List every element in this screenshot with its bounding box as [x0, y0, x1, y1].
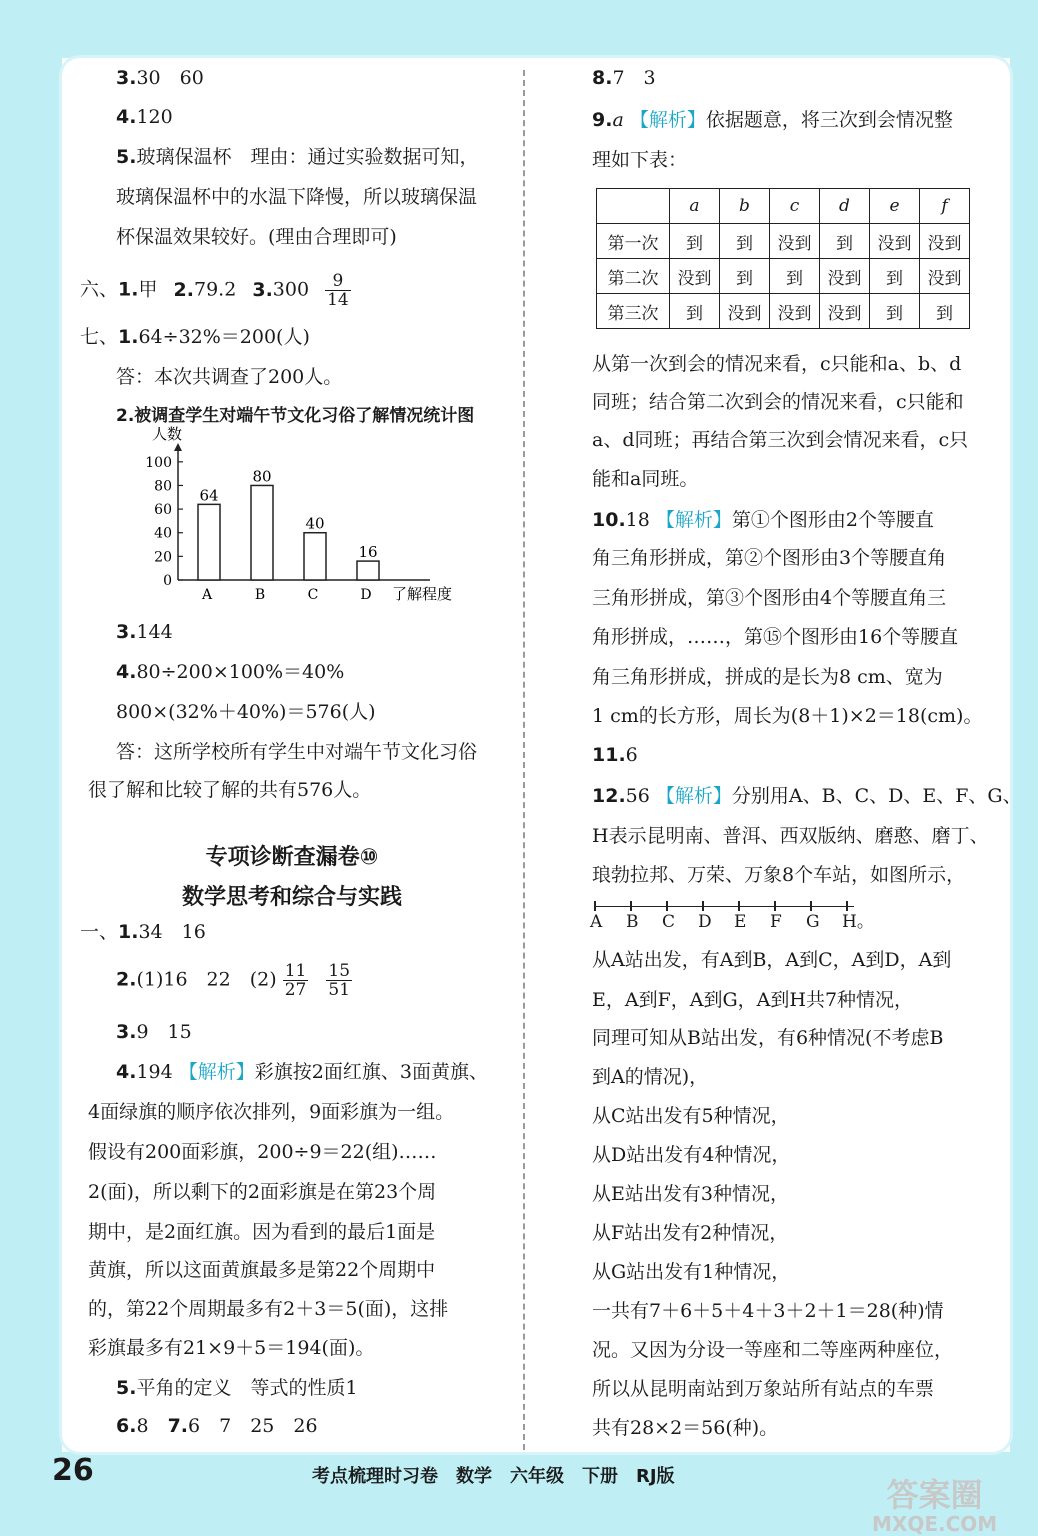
table-header-row	[597, 189, 970, 224]
station-label: G	[806, 912, 820, 932]
answer-line: 5.玻璃保温杯 理由：通过实验数据可知，	[116, 146, 479, 168]
answer-line: 角三角形拼成，拼成的是长为8 cm、宽为	[592, 666, 943, 688]
watermark: 答案圈 MXQE.COM	[872, 1476, 998, 1536]
section-title: 专项诊断查漏卷⑩	[205, 845, 379, 870]
table-cell: 没到	[720, 294, 770, 329]
chart-title: 2.被调查学生对端午节文化习俗了解情况统计图	[116, 406, 475, 426]
answer-line: 2(面)，所以剩下的2面彩旗是在第23个周	[88, 1181, 437, 1203]
table-cell: d	[820, 189, 870, 224]
table-cell: a	[670, 189, 720, 224]
section-seven: 七、1.64÷32%＝200(人)	[80, 326, 310, 348]
answer-line: 答：本次共调查了200人。	[116, 366, 343, 388]
bar-chart	[130, 425, 490, 610]
answer-line: 4.80÷200×100%＝40%	[116, 661, 345, 683]
table-cell: 没到	[770, 224, 820, 259]
answer-line: 4.194 【解析】彩旗按2面红旗、3面黄旗、	[116, 1061, 488, 1083]
answer-line: 假设有200面彩旗，200÷9＝22(组)……	[88, 1141, 437, 1163]
table-cell: 第三次	[597, 294, 670, 329]
answer-line: 3.30 60	[116, 67, 204, 89]
table-cell: c	[770, 189, 820, 224]
x-tick-label: B	[254, 587, 266, 603]
x-axis-label: 了解程度	[392, 585, 453, 603]
table-cell: 没到	[870, 224, 920, 259]
answer-line: 很了解和比较了解的共有576人。	[88, 779, 372, 801]
answer-line: 玻璃保温杯中的水温下降慢，所以玻璃保温	[116, 186, 478, 208]
answer-line: 从C站出发有5种情况，	[592, 1105, 790, 1127]
table-cell: 到	[670, 224, 720, 259]
x-tick-label: D	[360, 587, 372, 603]
station-label: D	[698, 912, 712, 932]
answer-line: 理如下表：	[592, 149, 688, 171]
table-cell: 没到	[920, 224, 970, 259]
answer-line: 同理可知从B站出发，有6种情况(不考虑B	[592, 1027, 944, 1049]
answer-line: 从A站出发，有A到B，A到C，A到D，A到	[592, 949, 952, 971]
table-cell: 没到	[820, 259, 870, 294]
station-label: E	[734, 912, 747, 932]
y-axis-label: 人数	[152, 425, 183, 443]
section-six: 六、1.甲 2.79.2 3.300 $\frac{9}{14}$	[80, 271, 349, 310]
answer-line: 从E站出发有3种情况，	[592, 1183, 789, 1205]
answer-line: a、d同班；再结合第三次到会情况来看，c只	[592, 429, 969, 451]
answer-line: 12.56 【解析】分别用A、B、C、D、E、F、G、	[592, 785, 1022, 807]
answer-line: 角三角形拼成，第②个图形由3个等腰直角	[592, 547, 947, 569]
table-cell: f	[920, 189, 970, 224]
bar	[198, 504, 220, 580]
table-cell: 到	[770, 259, 820, 294]
answer-line: 所以从昆明南站到万象站所有站点的车票	[592, 1378, 935, 1400]
answer-line: 4.120	[116, 106, 173, 128]
station-diagram	[590, 896, 874, 932]
page-number: 26	[52, 1453, 94, 1488]
table-row	[597, 224, 970, 259]
bar	[357, 561, 379, 580]
answer-line: 11.6	[592, 744, 638, 766]
answer-line: 8.7 3	[592, 67, 656, 89]
table-cell	[597, 189, 670, 224]
answer-line: 黄旗，所以这面黄旗最多是第22个周期中	[88, 1259, 436, 1281]
footer-title: 考点梳理时习卷 数学 六年级 下册 RJ版	[312, 1466, 675, 1487]
table-cell: 到	[720, 224, 770, 259]
answer-line: E，A到F，A到G，A到H共7种情况，	[592, 989, 914, 1011]
answer-line: 答：这所学校所有学生中对端午节文化习俗	[116, 741, 478, 763]
answer-line: 况。又因为分设一等座和二等座两种座位，	[592, 1339, 954, 1361]
x-tick-label: C	[307, 587, 319, 603]
answer-line: 从D站出发有4种情况，	[592, 1144, 791, 1166]
answer-line: 一、1.34 16	[80, 921, 206, 943]
answer-line: 彩旗最多有21×9＋5＝194(面)。	[88, 1337, 375, 1359]
answer-line: 3.9 15	[116, 1021, 192, 1043]
attendance-table	[596, 188, 970, 329]
answer-line: 1 cm的长方形，周长为(8＋1)×2＝18(cm)。	[592, 705, 983, 727]
answer-line: 杯保温效果较好。(理由合理即可)	[116, 226, 397, 248]
page-frame-top	[0, 0, 1038, 58]
answer-line: 三角形拼成，第③个图形由4个等腰直角三	[592, 587, 947, 609]
answer-line: 从G站出发有1种情况，	[592, 1261, 791, 1283]
table-row	[597, 259, 970, 294]
answer-line: 共有28×2＝56(种)。	[592, 1417, 779, 1439]
answer-line: H表示昆明南、普洱、西双版纳、磨憨、磨丁、	[592, 825, 989, 847]
table-cell: 第二次	[597, 259, 670, 294]
y-tick-label: 0	[163, 573, 172, 589]
answer-line: 能和a同班。	[592, 468, 699, 490]
table-cell: e	[870, 189, 920, 224]
bar-value-label: 80	[252, 467, 272, 486]
table-cell: b	[720, 189, 770, 224]
table-cell: 没到	[670, 259, 720, 294]
x-tick-label: A	[201, 587, 213, 603]
answer-line: 9.a 【解析】依据题意，将三次到会情况整	[592, 109, 953, 131]
table-cell: 第一次	[597, 224, 670, 259]
table-cell: 没到	[920, 259, 970, 294]
table-cell: 到	[920, 294, 970, 329]
table-cell: 没到	[820, 294, 870, 329]
table-cell: 到	[870, 259, 920, 294]
table-cell: 到	[870, 294, 920, 329]
bar-value-label: 40	[305, 514, 325, 533]
station-label: B	[626, 912, 639, 932]
bar-value-label: 64	[199, 486, 219, 505]
answer-line: 10.18 【解析】第①个图形由2个等腰直	[592, 509, 935, 531]
table-row	[597, 294, 970, 329]
answer-line: 6.8 7.6 7 25 26	[116, 1415, 318, 1437]
column-divider	[523, 70, 525, 1450]
table-cell: 到	[670, 294, 720, 329]
bar	[251, 485, 273, 580]
bar	[304, 533, 326, 580]
answer-line: 同班；结合第二次到会的情况来看，c只能和	[592, 391, 964, 413]
table-cell: 没到	[770, 294, 820, 329]
answer-line: 从第一次到会的情况来看，c只能和a、b、d	[592, 353, 962, 375]
answer-line: 琅勃拉邦、万荣、万象8个车站，如图所示，	[592, 864, 966, 886]
answer-line: 2.(1)16 22 (2) $\frac{11}{27}$ $\frac{15}{51}$	[116, 961, 351, 1000]
station-label: C	[662, 912, 676, 932]
bar-value-label: 16	[358, 543, 378, 562]
table-cell: 到	[820, 224, 870, 259]
page-frame-left	[0, 0, 62, 1536]
answer-line: 角形拼成，……，第⑮个图形由16个等腰直	[592, 626, 959, 648]
station-label: A	[590, 912, 603, 932]
y-tick-label: 20	[154, 549, 172, 566]
y-tick-label: 80	[154, 478, 172, 495]
answer-line: 4面绿旗的顺序依次排列，9面彩旗为一组。	[88, 1101, 455, 1123]
y-tick-label: 100	[145, 454, 172, 471]
table-cell: 到	[720, 259, 770, 294]
section-subtitle: 数学思考和综合与实践	[181, 885, 402, 910]
station-label: H。	[842, 912, 874, 932]
answer-line: 3.144	[116, 621, 173, 643]
answer-line: 期中，是2面红旗。因为看到的最后1面是	[88, 1221, 436, 1243]
answer-line: 一共有7＋6＋5＋4＋3＋2＋1＝28(种)情	[592, 1300, 944, 1322]
answer-line: 到A的情况)，	[592, 1066, 709, 1088]
page-frame-right	[1010, 0, 1038, 1536]
y-tick-label: 40	[154, 525, 172, 542]
answer-line: 从F站出发有2种情况，	[592, 1222, 789, 1244]
y-tick-label: 60	[154, 502, 172, 519]
answer-line: 的，第22个周期最多有2＋3＝5(面)，这排	[88, 1298, 449, 1320]
y-axis-arrow	[174, 443, 182, 451]
station-label: F	[770, 912, 782, 932]
answer-line: 5.平角的定义 等式的性质1	[116, 1377, 358, 1399]
answer-line: 800×(32%＋40%)＝576(人)	[116, 701, 376, 723]
